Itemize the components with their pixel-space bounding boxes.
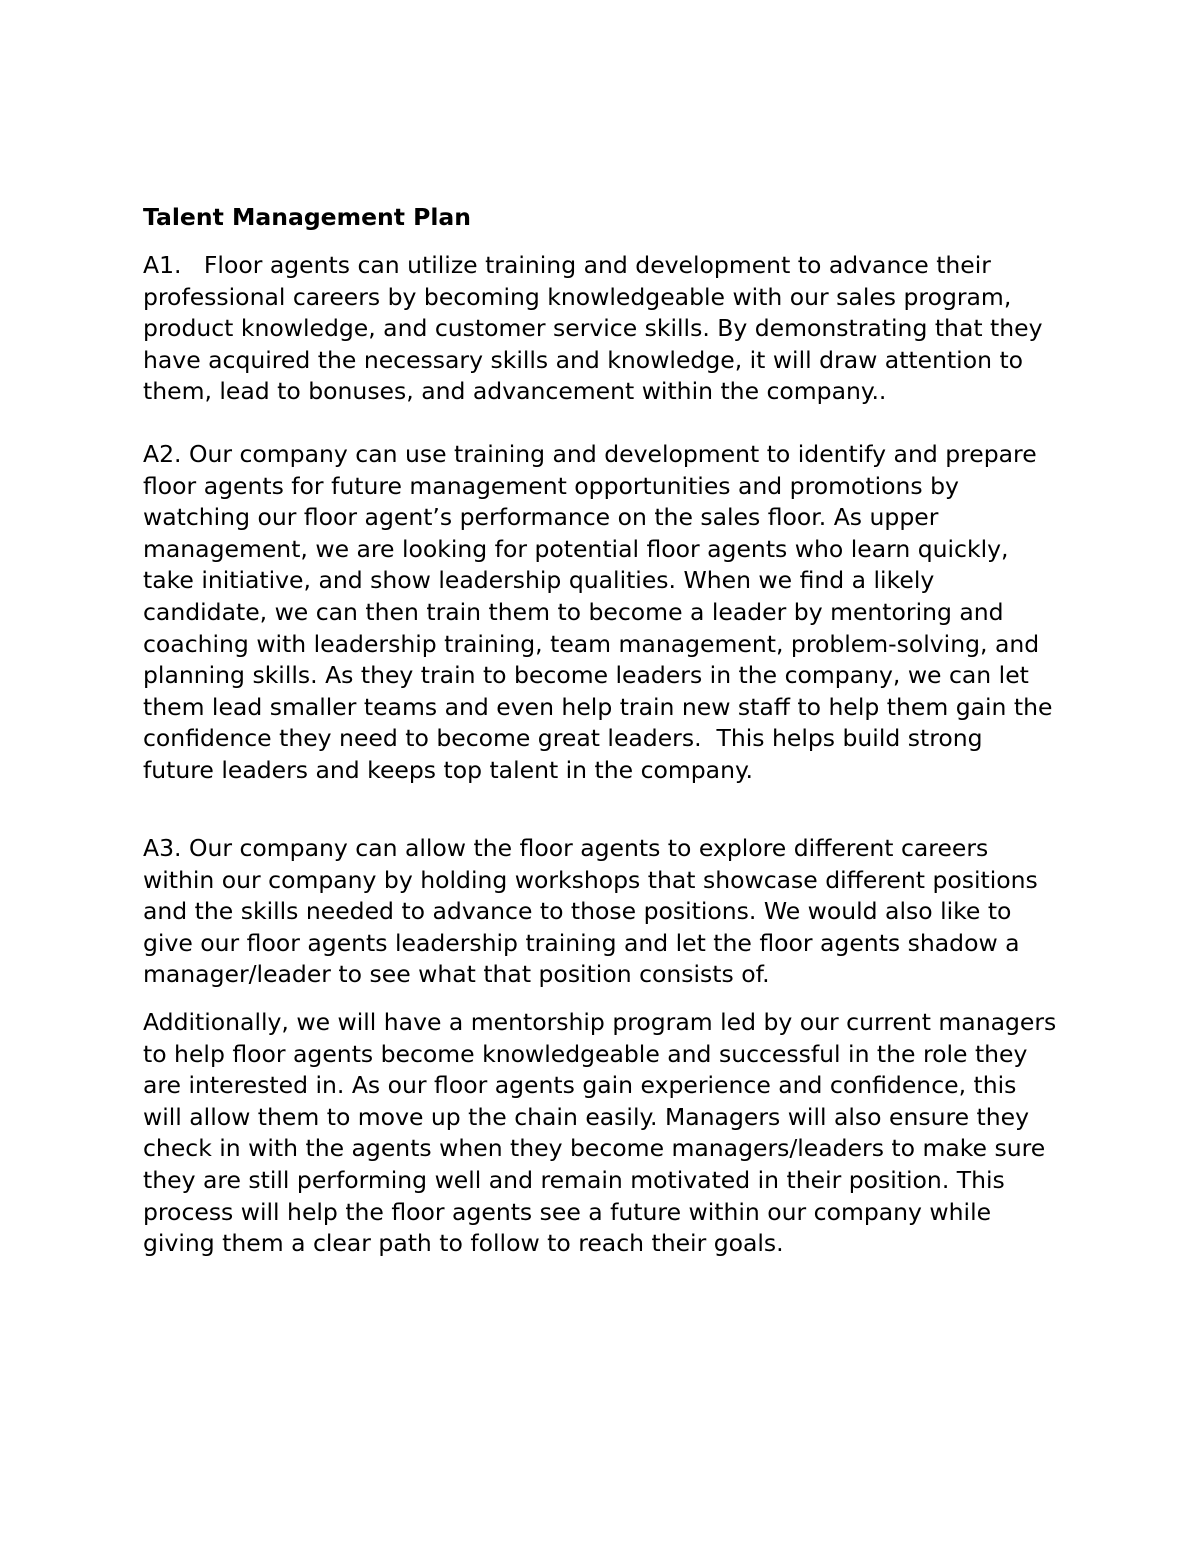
paragraph-line: confidence they need to become great leaders. This helps build strong bbox=[143, 724, 983, 753]
paragraph-line: coaching with leadership training, team management, problem-solving, and bbox=[143, 629, 1040, 658]
paragraph-line: to help floor agents become knowledgeable and successful in the role they bbox=[143, 1039, 1028, 1068]
paragraph-a2 bbox=[143, 439, 1052, 787]
paragraph-line: within our company by holding workshops that showcase different positions bbox=[143, 865, 1038, 894]
paragraph-line: floor agents for future management opportunities and promotions by bbox=[143, 471, 959, 500]
paragraph-line: watching our floor agent’s performance on the sales floor. As upper bbox=[143, 503, 939, 532]
paragraph-line: manager/leader to see what that position consists of. bbox=[143, 960, 770, 989]
paragraph-line: give our floor agents leadership training and let the floor agents shadow a bbox=[143, 928, 1020, 957]
paragraph-line: product knowledge, and customer service skills. By demonstrating that they bbox=[143, 314, 1043, 343]
paragraph-line: will allow them to move up the chain easily. Managers will also ensure they bbox=[143, 1102, 1030, 1131]
paragraph-line: candidate, we can then train them to become a leader by mentoring and bbox=[143, 597, 1004, 626]
paragraph-a1 bbox=[143, 250, 1043, 408]
document-title: Talent Management Plan bbox=[143, 203, 472, 231]
paragraph-line: Additionally, we will have a mentorship program led by our current managers bbox=[143, 1008, 1057, 1036]
paragraph-a3 bbox=[143, 833, 1038, 991]
paragraph-line: management, we are looking for potential floor agents who learn quickly, bbox=[143, 534, 1009, 563]
paragraph-line: A3. Our company can allow the floor agents to explore different careers bbox=[143, 834, 989, 862]
paragraph-line: process will help the floor agents see a future within our company while bbox=[143, 1197, 992, 1226]
paragraph-line: A2. Our company can use training and development to identify and prepare bbox=[143, 440, 1037, 468]
paragraph-line: they are still performing well and remain motivated in their position. This bbox=[143, 1165, 1005, 1194]
paragraph-line: them, lead to bonuses, and advancement within the company.. bbox=[143, 377, 887, 406]
paragraph-line: A1. Floor agents can utilize training and development to advance their bbox=[143, 251, 991, 279]
paragraph-line: professional careers by becoming knowledgeable with our sales program, bbox=[143, 282, 1012, 311]
paragraph-line: giving them a clear path to follow to reach their goals. bbox=[143, 1229, 784, 1258]
paragraph-line: future leaders and keeps top talent in the company. bbox=[143, 755, 754, 784]
paragraph-line: take initiative, and show leadership qualities. When we find a likely bbox=[143, 566, 935, 595]
paragraph-additionally bbox=[143, 1007, 1056, 1260]
paragraph-line: them lead smaller teams and even help train new staff to help them gain the bbox=[143, 692, 1053, 721]
paragraph-line: have acquired the necessary skills and knowledge, it will draw attention to bbox=[143, 345, 1024, 374]
paragraph-line: and the skills needed to advance to those positions. We would also like to bbox=[143, 897, 1012, 926]
paragraph-line: check in with the agents when they become managers/leaders to make sure bbox=[143, 1134, 1046, 1163]
paragraph-line: planning skills. As they train to become leaders in the company, we can let bbox=[143, 661, 1029, 690]
paragraph-line: are interested in. As our floor agents gain experience and confidence, this bbox=[143, 1071, 1017, 1100]
